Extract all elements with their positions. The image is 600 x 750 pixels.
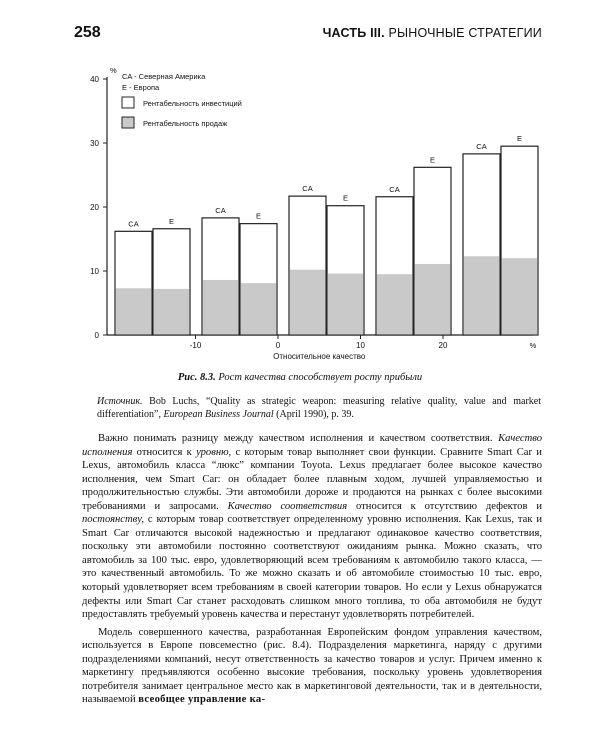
term-conformance-quality: Качество соответствия: [227, 500, 348, 512]
y-tick-label: 40: [90, 75, 99, 84]
p1-sentence: с которым товар выполняет свои функции. Сравните Smart Car и Lexus, автомобиль класса “люкс” компании Toyota. Lexus предлагает более высокое качество исполнения, чем Smart Car: он обладает более плавным ходом, лучшей управляемостью и продолжительностью службы. Эти автомобили дороже и продаются на рынках с более высокими требованиями и запросами.: [82, 446, 542, 512]
y-tick-label: 30: [90, 139, 99, 148]
page-number: 258: [74, 24, 101, 41]
ros-bar: [203, 280, 239, 334]
ros-bar: [328, 274, 364, 335]
quality-profitability-chart: [0, 0, 600, 370]
bar-region-label: E: [168, 216, 175, 226]
legend-label-sales: Рентабельность продаж: [143, 119, 228, 128]
paragraph-quality-types: [82, 432, 542, 622]
term-level: уровню,: [196, 446, 232, 458]
bar-region-label: CA: [128, 219, 139, 229]
ros-bar: [377, 274, 413, 334]
y-tick-label: 0: [94, 331, 99, 340]
p1-sentence: относится к отсутствию дефектов и: [355, 500, 542, 512]
y-tick-label: 20: [90, 203, 99, 212]
x-tick-label: 10: [356, 341, 365, 350]
ros-bar: [116, 288, 152, 334]
bar-region-label: E: [516, 134, 523, 144]
figure-caption-text: Рост качества способствует росту прибыли: [218, 372, 423, 383]
ros-bar: [415, 264, 451, 334]
source-date: (April 1990), p. 39.: [276, 408, 354, 420]
x-tick-label: 20: [438, 341, 448, 350]
chart-bars: [115, 134, 538, 335]
figure-source: [97, 396, 541, 421]
bar-region-label: CA: [389, 184, 400, 194]
bar-region-label: E: [429, 155, 436, 165]
bar-region-label: CA: [476, 141, 487, 151]
term-performance-quality: Качество исполнения: [82, 433, 542, 458]
p2-text: Модель совершенного качества, разработанная Европейским фондом управления качеством, используется в Европе повсеместно (рис. 8.4). Подразделения маркетинга, наряду с другими подразделениями компаний, несут ответственность за качество товаров и услуг. Причем именно к маркетингу предъявляются особенно высокие требования, поскольку уровень удовлетворения потребителя занимает центральное место как в маркетинговой деятельности, так и в деятельности, называемой: [82, 626, 542, 706]
ros-bar: [464, 256, 500, 334]
source-journal: European Business Journal: [163, 408, 274, 420]
source-label: Источник.: [97, 396, 143, 407]
term-total-quality-management: всеобщее управление ка-: [138, 694, 266, 706]
chart-legend: [122, 72, 242, 128]
legend-swatch-sales: [122, 117, 134, 128]
source-citation: Bob Luchs, “Quality as strategic weapon: measuring relative quality, value and market differentiation”,: [97, 396, 541, 420]
bar-region-label: CA: [215, 205, 226, 215]
legend-swatch-investment: [122, 97, 134, 108]
p1-sentence: Важно понимать разницу между качеством исполнения и качеством соответствия.: [98, 433, 493, 444]
x-tick-label: -10: [189, 341, 202, 350]
y-tick-label: 10: [90, 267, 99, 276]
paragraph-excellence-model: [82, 626, 542, 707]
x-axis-title: Относительное качество: [273, 352, 366, 361]
ros-bar: [502, 258, 538, 334]
legend-region-eu: E - Европа: [122, 83, 160, 92]
bar-region-label: E: [255, 211, 262, 221]
ros-bar: [154, 289, 190, 334]
legend-label-investment: Рентабельность инвестиций: [143, 99, 242, 108]
figure-caption-label: Рис. 8.3.: [177, 372, 216, 383]
bar-region-label: CA: [302, 184, 313, 194]
figure-caption: [0, 372, 600, 383]
body-text: [82, 432, 542, 707]
ros-bar: [241, 283, 277, 334]
y-unit-label: %: [110, 66, 117, 75]
x-unit-label: %: [529, 341, 537, 350]
ros-bar: [290, 270, 326, 335]
x-tick-label: 0: [275, 341, 281, 350]
p1-sentence: с которым товар соответствует определенному уровню исполнения. Как Lexus, так и Smart Car отличаются высокой надежностью и предлагают одинаковое качество соответствия, поскольку эти автомобили постоянно соответствуют ожиданиям рынка. Можно сказать, что автомобиль за 100 тыс. евро, удовлетворяющий всем требованиям к автомобилю такого класса, — это качественный автомобиль. То же можно сказать и об автомобиле стоимостью 10 тыс. евро, который удовлетворяет всем требованиям в своей категории товаров. Но если у Lexus обнаружатся дефекты или Smart Car станет расходовать слишком много топлива, то оба автомобиля не будут предоставлять требуемый уровень качества и перестанут удовлетворять потребителей.: [82, 514, 542, 621]
bar-region-label: E: [342, 193, 349, 203]
running-header-part: ЧАСТЬ III.: [322, 26, 385, 40]
running-header-section: РЫНОЧНЫЕ СТРАТЕГИИ: [388, 26, 542, 40]
term-consistency: постоянству,: [82, 514, 145, 526]
p1-sentence: относится к: [136, 446, 192, 458]
legend-region-na: CA - Северная Америка: [122, 72, 206, 81]
